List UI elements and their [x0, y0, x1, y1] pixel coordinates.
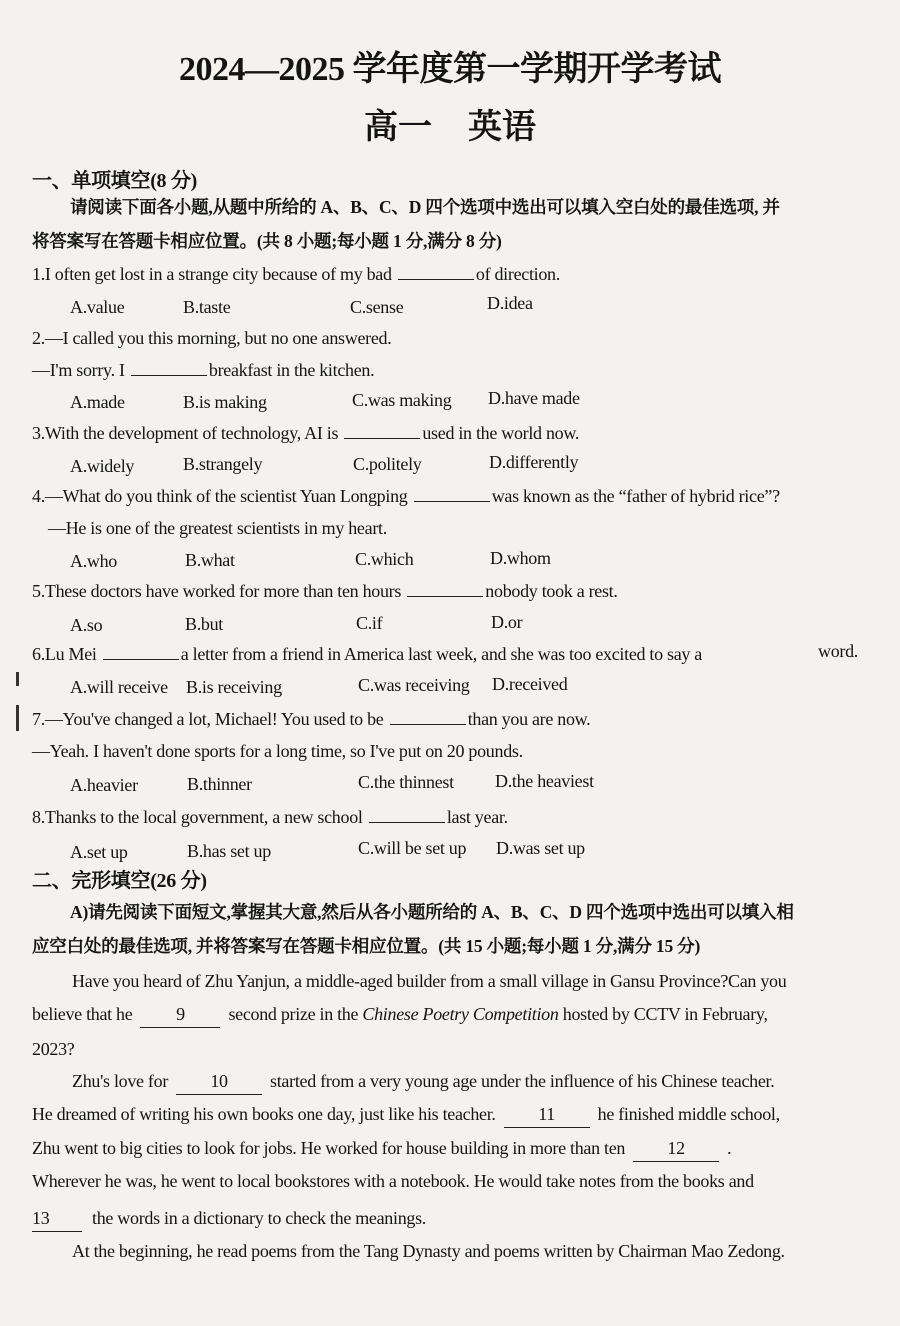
answer-blank [390, 710, 466, 725]
passage-text: Zhu's love for [72, 1071, 169, 1091]
section2-heading: 二、完形填空(26 分) [32, 870, 207, 892]
answer-blank [103, 645, 179, 660]
q5-option-d: D.or [491, 612, 523, 632]
subject-label: 英语 [468, 109, 536, 146]
passage-line: Wherever he was, he went to local bookstores with a notebook. He would take notes from the books and [32, 1171, 754, 1191]
q2-option-c: C.was making [352, 390, 452, 410]
blank-11: 11 [504, 1103, 590, 1128]
section2-instruction-line1: A)请先阅读下面短文,掌握其大意,然后从各小题所给的 A、B、C、D 四个选项中选出可以填入相 [70, 902, 794, 922]
q3-option-b: B.strangely [183, 454, 263, 474]
q3-option-d: D.differently [489, 452, 579, 472]
question-2-stem [32, 359, 374, 381]
passage-text: started from a very young age under the influence of his Chinese teacher. [270, 1071, 775, 1091]
q7-option-d: D.the heaviest [495, 771, 594, 791]
question-8-stem [32, 806, 508, 828]
stem-text: 3.With the development of technology, AI is [32, 423, 339, 443]
passage-text: He dreamed of writing his own books one day, just like his teacher. [32, 1104, 496, 1124]
q5-option-a: A.so [70, 615, 103, 635]
q7-option-a: A.heavier [70, 775, 138, 795]
stem-text: —I'm sorry. I [32, 360, 125, 380]
stem-text: was known as the “father of hybrid rice”? [491, 486, 780, 506]
q7-option-c: C.the thinnest [358, 772, 454, 792]
q5-option-c: C.if [356, 613, 383, 633]
passage-line [72, 1070, 774, 1095]
answer-blank [369, 808, 445, 823]
q8-option-d: D.was set up [496, 838, 585, 858]
q2-option-b: B.is making [183, 392, 267, 412]
q8-option-a: A.set up [70, 842, 128, 862]
answer-blank [131, 361, 207, 376]
passage-line: At the beginning, he read poems from the Tang Dynasty and poems written by Chairman Mao Zedong. [72, 1241, 785, 1261]
passage-text: the words in a dictionary to check the meanings. [92, 1208, 426, 1228]
passage-text: second prize in the [228, 1004, 359, 1024]
stem-text: nobody took a rest. [485, 581, 618, 601]
q4-option-a: A.who [70, 551, 117, 571]
stem-text: breakfast in the kitchen. [208, 360, 375, 380]
section1-instruction-line1: 请阅读下面各小题,从题中所给的 A、B、C、D 四个选项中选出可以填入空白处的最佳选项, 并 [70, 197, 780, 217]
q5-option-b: B.but [185, 614, 224, 634]
q6-option-d: D.received [492, 674, 568, 694]
answer-blank [407, 582, 483, 597]
q4-option-d: D.whom [490, 548, 551, 568]
blank-10: 10 [176, 1070, 262, 1095]
stem-text: 8.Thanks to the local government, a new school [32, 807, 363, 827]
question-4-stem [32, 485, 780, 507]
passage-text: . [727, 1138, 732, 1158]
stem-text: 6.Lu Mei [32, 644, 97, 664]
q3-option-c: C.politely [353, 454, 422, 474]
blank-13: 13 [32, 1207, 82, 1232]
exam-subtitle [0, 108, 900, 148]
passage-line: Have you heard of Zhu Yanjun, a middle-aged builder from a small village in Gansu Province?Can you [72, 971, 787, 991]
passage-line: 2023? [32, 1039, 75, 1059]
competition-name: Chinese Poetry Competition [362, 1004, 559, 1024]
blank-12: 12 [633, 1137, 719, 1162]
stem-text: of direction. [475, 264, 560, 284]
q6-option-b: B.is receiving [186, 677, 282, 697]
question-3-stem [32, 422, 579, 444]
q1-option-b: B.taste [183, 297, 231, 317]
stem-text: 5.These doctors have worked for more than ten hours [32, 581, 402, 601]
q2-option-d: D.have made [488, 388, 580, 408]
blank-9: 9 [140, 1003, 220, 1028]
stem-text: a letter from a friend in America last week, and she was too excited to say a [180, 644, 702, 664]
q3-option-a: A.widely [70, 456, 135, 476]
question-4-line2: —He is one of the greatest scientists in my heart. [48, 518, 387, 538]
q1-option-a: A.value [70, 297, 125, 317]
q7-option-b: B.thinner [187, 774, 252, 794]
passage-line [32, 1003, 768, 1028]
passage-text: he finished middle school, [597, 1104, 780, 1124]
passage-text: believe that he [32, 1004, 133, 1024]
stem-text: 4.—What do you think of the scientist Yuan Longping [32, 486, 408, 506]
stem-text: than you are now. [467, 709, 591, 729]
section1-heading: 一、单项填空(8 分) [32, 170, 198, 192]
answer-blank [398, 265, 474, 280]
stem-text: used in the world now. [422, 423, 580, 443]
q4-option-c: C.which [355, 549, 414, 569]
passage-line [32, 1207, 426, 1232]
binding-mark [16, 672, 19, 686]
stem-text: 1.I often get lost in a strange city because of my bad [32, 264, 392, 284]
question-7-stem [32, 708, 590, 730]
question-7-line2: —Yeah. I haven't done sports for a long time, so I've put on 20 pounds. [32, 741, 523, 761]
question-6-stem [32, 643, 702, 665]
passage-text: Zhu went to big cities to look for jobs. He worked for house building in more than ten [32, 1138, 626, 1158]
exam-title: 2024—2025 学年度第一学期开学考试 [179, 51, 721, 88]
passage-text: hosted by CCTV in February, [562, 1004, 768, 1024]
q8-option-b: B.has set up [187, 841, 271, 861]
answer-blank [414, 487, 490, 502]
q2-option-a: A.made [70, 392, 125, 412]
q1-option-d: D.idea [487, 293, 533, 313]
stem-text: last year. [446, 807, 508, 827]
question-5-stem [32, 580, 618, 602]
section2-instruction-line2: 应空白处的最佳选项, 并将答案写在答题卡相应位置。(共 15 小题;每小题 1 分,满分 15 分) [32, 936, 701, 956]
answer-blank [344, 424, 420, 439]
question-6-stem-end: word. [818, 641, 858, 661]
question-2-line1: 2.—I called you this morning, but no one answered. [32, 328, 392, 348]
q6-option-c: C.was receiving [358, 675, 470, 695]
q1-option-c: C.sense [350, 297, 404, 317]
q4-option-b: B.what [185, 550, 235, 570]
section1-instruction-line2: 将答案写在答题卡相应位置。(共 8 小题;每小题 1 分,满分 8 分) [32, 231, 502, 251]
passage-line [32, 1103, 780, 1128]
passage-line [32, 1137, 731, 1162]
q6-option-a: A.will receive [70, 677, 168, 697]
q8-option-c: C.will be set up [358, 838, 467, 858]
stem-text: 7.—You've changed a lot, Michael! You used to be [32, 709, 384, 729]
question-1-stem [32, 263, 560, 285]
grade-label: 高一 [364, 109, 432, 146]
binding-mark [16, 705, 19, 731]
